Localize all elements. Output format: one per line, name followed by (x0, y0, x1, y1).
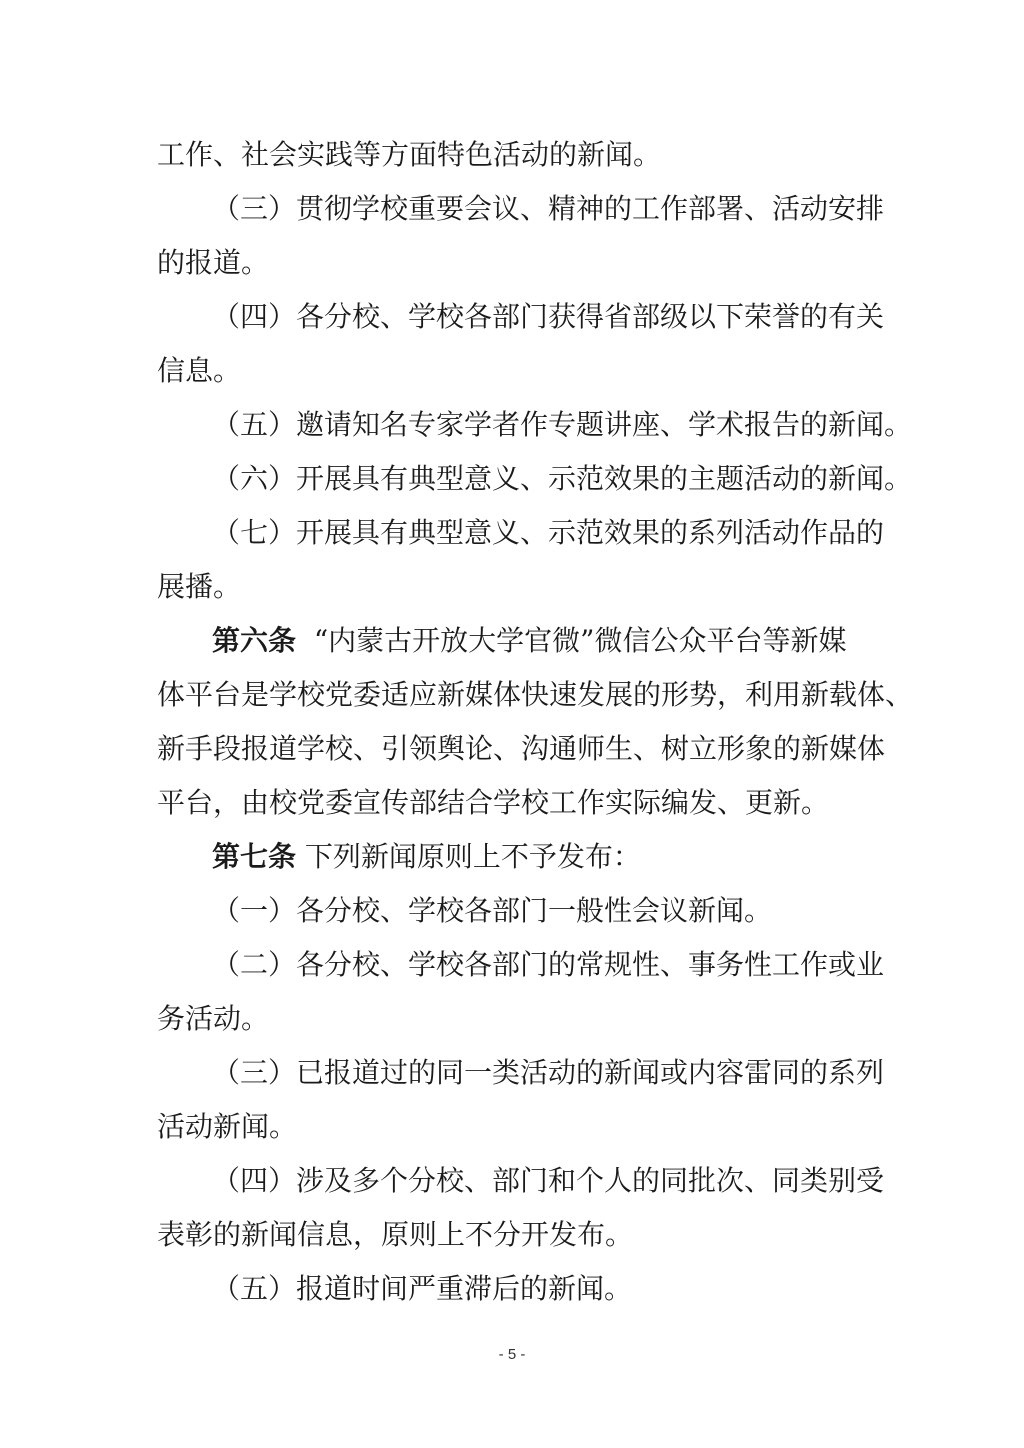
paragraph (0, 830, 1024, 884)
paragraph (0, 938, 1024, 1046)
text-line (0, 830, 1024, 884)
article-title: 第六条 (212, 624, 297, 657)
paragraph (0, 128, 1024, 182)
text-line: （五）邀请知名专家学者作专题讲座、学术报告的新闻。 (212, 408, 913, 441)
paragraph (0, 290, 1024, 398)
text-line: 展播。 (157, 570, 242, 603)
text-line: 表彰的新闻信息，原则上不分开发布。 (157, 1218, 634, 1251)
paragraph (0, 506, 1024, 614)
text-line: 平台，由校党委宣传部结合学校工作实际编发、更新。 (157, 786, 830, 819)
text-line: 体平台是学校党委适应新媒体快速发展的形势，利用新载体、 (157, 678, 914, 711)
text-line: （四）涉及多个分校、部门和个人的同批次、同类别受 (212, 1164, 885, 1197)
text-line: （三）贯彻学校重要会议、精神的工作部署、活动安排 (212, 192, 885, 225)
paragraph (0, 182, 1024, 290)
article-text: 下列新闻原则上不予发布： (304, 840, 641, 873)
text-line: 信息。 (157, 354, 242, 387)
text-line: 工作、社会实践等方面特色活动的新闻。 (157, 138, 662, 171)
text-line: 活动新闻。 (157, 1110, 298, 1143)
page-number: - 5 - (498, 1346, 526, 1363)
text-line (0, 614, 1024, 668)
text-line: （七）开展具有典型意义、示范效果的系列活动作品的 (212, 516, 885, 549)
text-line: （一）各分校、学校各部门一般性会议新闻。 (212, 894, 773, 927)
paragraph (0, 884, 1024, 938)
paragraph (0, 1046, 1024, 1154)
paragraph (0, 452, 1024, 506)
text-line: 的报道。 (157, 246, 270, 279)
text-line: 新手段报道学校、引领舆论、沟通师生、树立形象的新媒体 (157, 732, 886, 765)
text-line: （三）已报道过的同一类活动的新闻或内容雷同的系列 (212, 1056, 885, 1089)
paragraph (0, 1154, 1024, 1262)
paragraph (0, 614, 1024, 830)
text-line: （二）各分校、学校各部门的常规性、事务性工作或业 (212, 948, 885, 981)
text-line: （五）报道时间严重滞后的新闻。 (212, 1272, 633, 1305)
paragraph (0, 398, 1024, 452)
text-line: （四）各分校、学校各部门获得省部级以下荣誉的有关 (212, 300, 885, 333)
text-line: （六）开展具有典型意义、示范效果的主题活动的新闻。 (212, 462, 913, 495)
article-text: “内蒙古开放大学官微”微信公众平台等新媒 (313, 624, 847, 657)
text-line: 务活动。 (157, 1002, 270, 1035)
paragraph (0, 1262, 1024, 1316)
article-title: 第七条 (212, 840, 297, 873)
